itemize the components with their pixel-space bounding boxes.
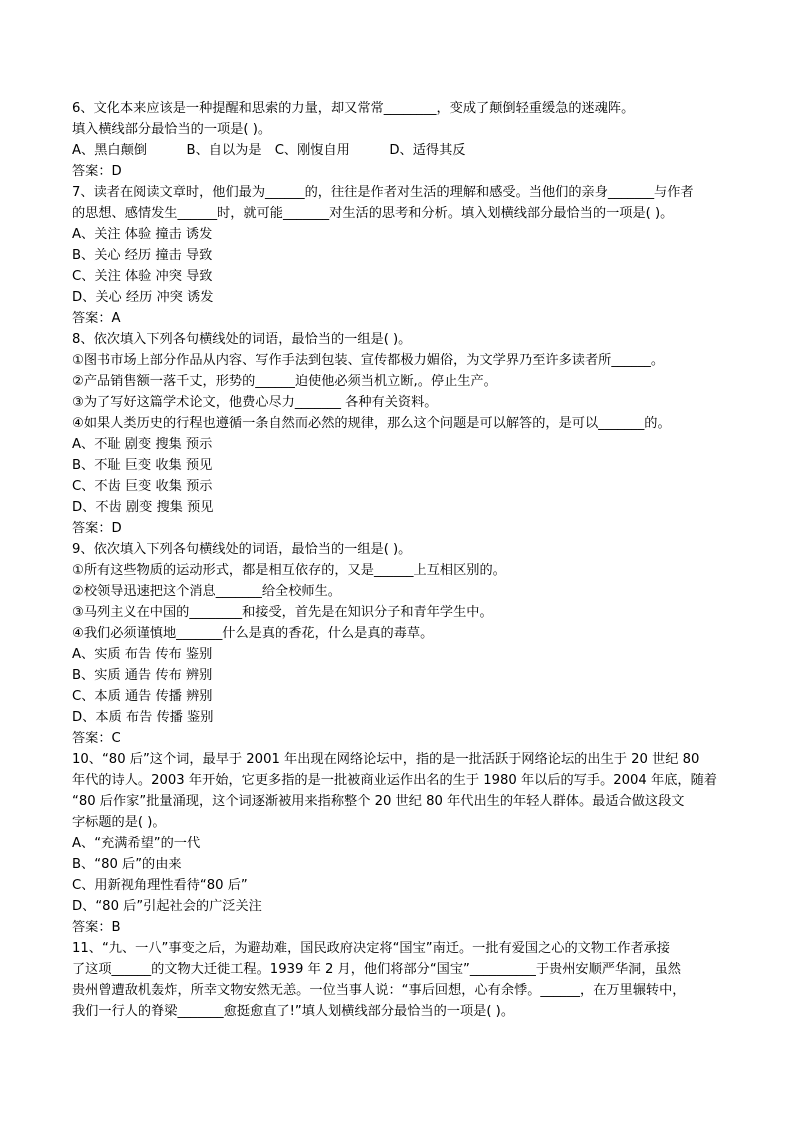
question-9 [72, 539, 732, 749]
answer-option: B、关心 经历 撞击 导致 [72, 248, 213, 263]
question-stem: ③马列主义在中国的________和接受，首先是在知识分子和青年学生中。 [72, 605, 493, 620]
question-8 [72, 329, 732, 539]
question-stem: 8、依次填入下列各句横线处的词语，最恰当的一组是( )。 [72, 332, 412, 347]
question-stem: ②产品销售额一落千丈，形势的______迫使他必须当机立断,。停止生产。 [72, 374, 497, 389]
answer-option: C、关注 体验 冲突 导致 [72, 269, 213, 284]
answer-option: A、“充满希望”的一代 [72, 836, 201, 851]
question-stem: 10、“80 后”这个词，最早于 2001 年出现在网络论坛中，指的是一批活跃于网络论坛的出生于 20 世纪 80 [72, 752, 700, 767]
answer-option: B、实质 通告 传布 辨别 [72, 668, 213, 683]
answer-option: C、本质 通告 传播 辨别 [72, 689, 213, 704]
answer-option: C、不齿 巨变 收集 预示 [72, 479, 213, 494]
question-stem: ③为了写好这篇学术论文，他费心尽力_______ 各种有关资料。 [72, 395, 438, 410]
question-stem: ②校领导迅速把这个消息_______给全校师生。 [72, 584, 341, 599]
answer-option: A、关注 体验 撞击 诱发 [72, 227, 213, 242]
question-stem: 11、“九、一八”事变之后，为避劫难，国民政府决定将“国宝”南迁。一批有爱国之心的文物工作者承接 [72, 941, 670, 956]
question-stem: 填入横线部分最恰当的一项是( )。 [72, 122, 272, 137]
question-stem: 我们一行人的脊梁_______愈挺愈直了!”填人划横线部分最恰当的一项是( )。 [72, 1004, 515, 1019]
answer-option: A、实质 布告 传布 鉴别 [72, 647, 213, 662]
question-stem: 贵州曾遭敌机轰炸，所幸文物安然无恙。一位当事人说：“事后回想，心有余悸。______，在万里辗转中， [72, 983, 686, 998]
answer-option: A、黑白颠倒 B、自以为是 C、刚愎自用 D、适得其反 [72, 143, 466, 158]
answer-key: 答案：C [72, 731, 121, 746]
answer-key: 答案：D [72, 521, 122, 536]
question-11 [72, 938, 732, 1022]
question-stem: 字标题的是( )。 [72, 815, 166, 830]
question-stem: ④我们必须谨慎地_______什么是真的香花，什么是真的毒草。 [72, 626, 434, 641]
question-stem: ④如果人类历史的行程也遵循一条自然而必然的规律，那么这个问题是可以解答的，是可以_______的。 [72, 416, 671, 431]
question-stem: 年代的诗人。2003 年开始，它更多指的是一批被商业运作出名的生于 1980 年以后的写手。2004 年底，随着 [72, 773, 717, 788]
question-stem: “80 后作家”批量涌现，这个词逐渐被用来指称整个 20 世纪 80 年代出生的年轻人群体。最适合做这段文 [72, 794, 685, 809]
question-10 [72, 749, 732, 938]
answer-key: 答案：B [72, 920, 121, 935]
answer-option: D、本质 布告 传播 鉴别 [72, 710, 214, 725]
answer-option: A、不耻 剧变 搜集 预示 [72, 437, 213, 452]
answer-option: D、不齿 剧变 搜集 预见 [72, 500, 214, 515]
answer-option: B、不耻 巨变 收集 预见 [72, 458, 213, 473]
question-stem: 了这项______的文物大迁徙工程。1939 年 2 月，他们将部分“国宝”__________于贵州安顺严华洞，虽然 [72, 962, 681, 977]
question-stem: 9、依次填入下列各句横线处的词语，最恰当的一组是( )。 [72, 542, 412, 557]
question-6 [72, 98, 732, 182]
document-page [72, 98, 732, 1022]
question-stem: 的思想、感情发生______时，就可能_______对生活的思考和分析。填入划横线部分最恰当的一项是( )。 [72, 206, 674, 221]
question-stem: 6、文化本来应该是一种提醒和思索的力量，却又常常________，变成了颠倒轻重缓急的迷魂阵。 [72, 101, 635, 116]
answer-option: B、“80 后”的由来 [72, 857, 182, 872]
answer-option: D、“80 后”引起社会的广泛关注 [72, 899, 262, 914]
question-stem: ①图书市场上部分作品从内容、写作手法到包装、宣传都极力媚俗，为文学界乃至许多读者所______。 [72, 353, 665, 368]
question-7 [72, 182, 732, 329]
answer-option: C、用新视角理性看待“80 后” [72, 878, 248, 893]
answer-key: 答案：A [72, 311, 121, 326]
question-stem: ①所有这些物质的运动形式，都是相互依存的，又是______上互相区别的。 [72, 563, 506, 578]
answer-option: D、关心 经历 冲突 诱发 [72, 290, 214, 305]
question-stem: 7、读者在阅读文章时，他们最为______的，往往是作者对生活的理解和感受。当他们的亲身_______与作者 [72, 185, 694, 200]
answer-key: 答案：D [72, 164, 122, 179]
